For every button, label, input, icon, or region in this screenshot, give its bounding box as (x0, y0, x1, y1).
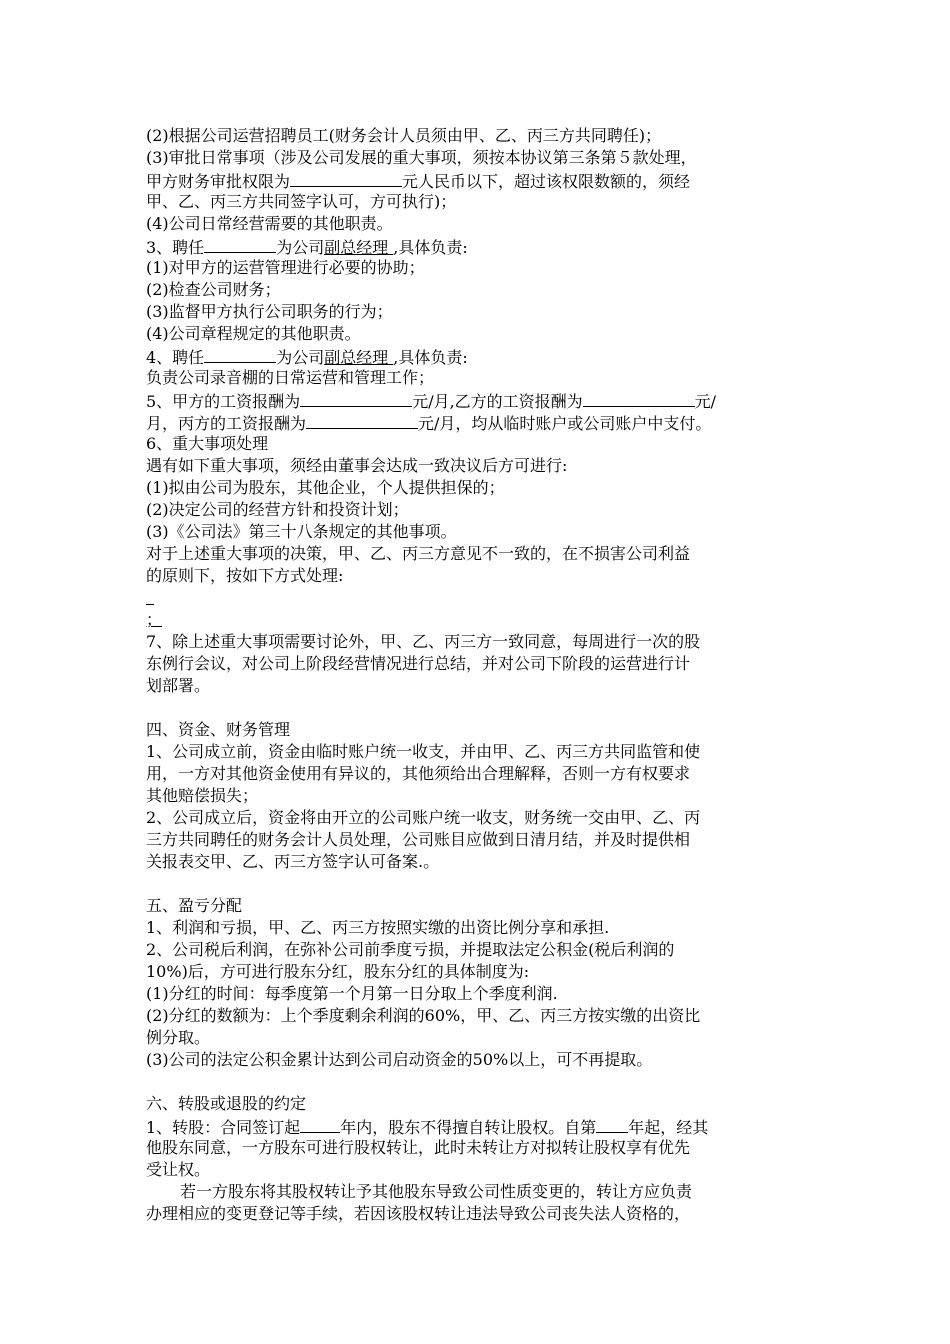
line: 用，一方对其他资金使用有异议的，其他须给出合理解释，否则一方有权要求 (146, 764, 691, 783)
line: 若一方股东将其股权转让予其他股东导致公司性质变更的，转让方应负责 (180, 1182, 693, 1201)
line: 东例行会议，对公司上阶段经营情况进行总结，并对公司下阶段的运营进行计 (146, 654, 691, 673)
line: (4)公司日常经营需要的其他职责。 (146, 214, 393, 233)
line: 对于上述重大事项的决策，甲、乙、丙三方意见不一致的，在不损害公司利益 (146, 544, 691, 563)
blank-field (290, 169, 402, 187)
line: (1)拟由公司为股东，其他企业，个人提供担保的； (146, 478, 505, 497)
line: 1、利润和亏损，甲、乙、丙三方按照实缴的出资比例分享和承担. (146, 918, 610, 937)
line: (3)公司的法定公积金累计达到公司启动资金的50%以上，可不再提取。 (146, 1050, 653, 1069)
line: 2、公司税后利润，在弥补公司前季度亏损，并提取法定公积金(税后利润的 (146, 940, 675, 959)
underlined-title: 副总经理 (324, 238, 394, 257)
blank-field (300, 1115, 340, 1133)
line: 5、甲方的工资报酬为 元/月,乙方的工资报酬为 元/ (146, 389, 816, 411)
blank-field (300, 389, 412, 407)
line: 他股东同意，一方股东可进行股权转让，此时未转让方对拟转让股权享有优先 (146, 1138, 691, 1157)
line: 办理相应的变更登记等手续，若因该股权转让违法导致公司丧失法人资格的， (146, 1204, 691, 1223)
line (146, 587, 816, 609)
blank-field (204, 235, 276, 253)
line: 负责公司录音棚的日常运营和管理工作； (146, 368, 435, 387)
blank-field (596, 1115, 628, 1133)
underlined-title: 副总经理 (324, 348, 394, 367)
line: (2)检查公司财务； (146, 280, 281, 299)
line: (2)分红的数额为：上个季度剩余利润的60%，甲、乙、丙三方按实缴的出资比 (146, 1006, 701, 1025)
line: 4、聘任 为公司副总经理 ,具体负责: (146, 345, 816, 367)
blank-field (204, 345, 276, 363)
line: 三方共同聘任的财务会计人员处理，公司账目应做到日清月结，并及时提供相 (146, 830, 691, 849)
section-heading: 六、转股或退股的约定 (146, 1094, 307, 1113)
section-heading: 五、盈亏分配 (146, 896, 243, 915)
line: 例分取。 (146, 1028, 211, 1047)
line: 甲方财务审批权限为 元人民币以下，超过该权限数额的，须经 (146, 169, 816, 191)
contract-text (146, 125, 816, 1225)
line: (2)决定公司的经营方针和投资计划； (146, 500, 409, 519)
line: 7、除上述重大事项需要讨论外，甲、乙、丙三方一致同意，每周进行一次的股 (146, 632, 701, 651)
line: 2、公司成立后，资金将由开立的公司账户统一收支，财务统一交由甲、乙、丙 (146, 808, 701, 827)
line: 甲、乙、丙三方共同签字认可，方可执行)； (146, 192, 457, 211)
line: (1)分红的时间：每季度第一个月第一日分取上个季度利润. (146, 984, 558, 1003)
line: 遇有如下重大事项，须经由董事会达成一致决议后方可进行: (146, 456, 568, 475)
line: 受让权。 (146, 1160, 211, 1179)
line: 其他赔偿损失； (146, 786, 259, 805)
line: 1、转股：合同签订起 年内，股东不得擅自转让股权。自第 年起，经其 (146, 1115, 816, 1137)
line: 月，丙方的工资报酬为 元/月，均从临时账户或公司账户中支付。 (146, 411, 816, 433)
line: 10%)后，方可进行股东分红，股东分红的具体制度为: (146, 962, 530, 981)
section-heading: 四、资金、财务管理 (146, 720, 291, 739)
line: 的原则下，按如下方式处理: (146, 566, 344, 585)
line: (2)根据公司运营招聘员工(财务会计人员须由甲、乙、丙三方共同聘任)； (146, 126, 662, 145)
blank-field (146, 587, 154, 605)
line: 3、聘任 为公司副总经理 ,具体负责: (146, 235, 816, 257)
line: (3)《公司法》第三十八条规定的其他事项。 (146, 522, 457, 541)
line: 关报表交甲、乙、丙三方签字认可备案.。 (146, 852, 440, 871)
line: 划部署。 (146, 676, 211, 695)
line: 6、重大事项处理 (146, 434, 269, 453)
line: (3)审批日常事项（涉及公司发展的重大事项，须按本协议第三条第５款处理， (146, 148, 697, 167)
line: 1、公司成立前，资金由临时账户统一收支，并由甲、乙、丙三方共同监管和使 (146, 742, 701, 761)
line: ； (146, 610, 163, 629)
line: (1)对甲方的运营管理进行必要的协助； (146, 258, 425, 277)
blank-field (583, 389, 695, 407)
line: (3)监督甲方执行公司职务的行为； (146, 302, 393, 321)
blank-field (306, 411, 418, 429)
line: (4)公司章程规定的其他职责。 (146, 324, 361, 343)
